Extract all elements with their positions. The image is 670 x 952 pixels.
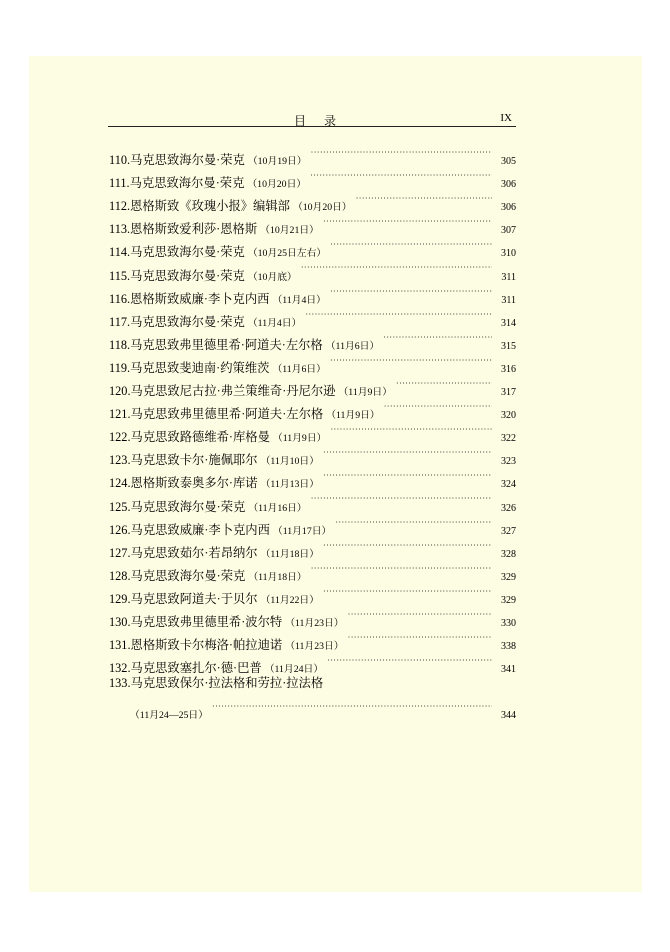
entry-page: 306 — [501, 202, 516, 214]
toc-entry-110[interactable] — [109, 141, 516, 168]
entry-page: 317 — [501, 387, 516, 399]
entry-number: 131. — [109, 638, 131, 653]
entry-number: 132. — [109, 661, 131, 676]
entry-date: （11月9日） — [338, 387, 393, 399]
entry-title: 恩格斯致威廉·李卜克内西 — [130, 291, 270, 306]
dot-leader — [356, 187, 492, 210]
entry-title: 恩格斯致卡尔梅洛·帕拉迪诺 — [130, 638, 283, 653]
entry-page: 328 — [501, 548, 516, 560]
entry-page: 329 — [501, 571, 516, 583]
entry-page: 341 — [501, 664, 516, 676]
entry-number: 115. — [109, 268, 131, 283]
entry-number: 120. — [109, 384, 131, 399]
entry-number: 121. — [109, 407, 131, 422]
dot-leader — [348, 626, 492, 649]
entry-date: （10月20日） — [247, 179, 307, 191]
dot-leader — [323, 534, 492, 557]
entry-number: 123. — [109, 453, 131, 468]
entry-page: 330 — [501, 617, 516, 629]
entry-page: 310 — [501, 248, 516, 260]
dot-leader — [323, 210, 492, 233]
entry-date: （10月25日左右） — [247, 248, 327, 260]
entry-number: 128. — [109, 568, 131, 583]
entry-title: 马克思致海尔曼·荣克 — [130, 153, 245, 168]
dot-leader — [305, 303, 492, 326]
header-rule — [108, 126, 516, 127]
entry-date: （11月23日） — [285, 641, 344, 653]
entry-date: （10月底） — [247, 271, 297, 283]
entry-date: （11月24—25日） — [130, 710, 209, 722]
entry-number: 114. — [109, 245, 131, 260]
entry-number: 124. — [109, 476, 131, 491]
entry-page: 322 — [501, 433, 516, 445]
entry-date: （10月19日） — [247, 156, 307, 168]
entry-title: 马克思致路德维希·库格曼 — [130, 430, 270, 445]
entry-number: 125. — [109, 499, 131, 514]
entry-title: 马克思致阿道夫·于贝尔 — [130, 591, 258, 606]
toc-entry-133[interactable] — [109, 672, 516, 695]
entry-page: 323 — [501, 456, 516, 468]
entry-number: 112. — [109, 199, 131, 214]
entry-page: 311 — [501, 271, 516, 283]
dot-leader — [327, 649, 492, 672]
entry-number: 116. — [109, 291, 131, 306]
entry-page: 338 — [501, 641, 516, 653]
entry-title: 马克思致卡尔·施佩耶尔 — [130, 453, 258, 468]
entry-title: 恩格斯致《玫瑰小报》编辑部 — [130, 199, 290, 214]
entry-page: 320 — [501, 410, 516, 422]
page-number: IX — [500, 112, 512, 124]
entry-date: （11月4日） — [247, 317, 302, 329]
toc-entry-133-continuation[interactable] — [109, 695, 516, 722]
entry-page: 326 — [501, 502, 516, 514]
entry-title: 马克思致威廉·李卜克内西 — [130, 522, 270, 537]
entry-date: （11月18日） — [248, 571, 307, 583]
entry-title: 马克思致弗里德里希·阿道夫·左尔格 — [130, 337, 323, 352]
entry-title: 马克思致保尔·拉法格和劳拉·拉法格 — [130, 676, 324, 691]
entry-page: 305 — [501, 156, 516, 168]
entry-page: 324 — [501, 479, 516, 491]
entry-date: （11月10日） — [260, 456, 320, 468]
dot-leader — [301, 256, 492, 279]
entry-date: （10月21日） — [260, 225, 319, 237]
entry-title: 马克思致弗里德里希·波尔特 — [130, 614, 283, 629]
entry-number: 130. — [109, 614, 131, 629]
entry-title: 马克思致斐迪南·约策维茨 — [130, 360, 270, 375]
dot-leader — [323, 580, 492, 603]
entry-title: 马克思致海尔曼·荣克 — [129, 176, 245, 191]
entry-page: 307 — [501, 225, 516, 237]
entry-page: 344 — [501, 710, 516, 722]
entry-page: 327 — [501, 525, 516, 537]
entry-page: 314 — [501, 317, 516, 329]
dot-leader — [311, 487, 492, 510]
entry-number: 117. — [109, 314, 131, 329]
entry-title: 马克思致海尔曼·荣克 — [130, 568, 246, 583]
entry-title: 恩格斯致泰奥多尔·库诺 — [130, 476, 258, 491]
dot-leader — [330, 349, 492, 372]
entry-date: （11月6日） — [325, 340, 380, 352]
entry-page: 329 — [501, 594, 516, 606]
dot-leader — [330, 233, 492, 256]
entry-date: （11月22日） — [260, 594, 320, 606]
entry-date: （11月6日） — [272, 363, 326, 375]
entry-number: 129. — [109, 591, 131, 606]
dot-leader — [323, 464, 492, 487]
entry-number: 127. — [109, 545, 131, 560]
entry-title: 马克思致海尔曼·荣克 — [130, 245, 245, 260]
entry-title: 马克思致塞扎尔·德·巴普 — [130, 661, 262, 676]
entry-date: （11月16日） — [248, 502, 307, 514]
entry-title: 恩格斯致爱利莎·恩格斯 — [130, 222, 258, 237]
entry-date: （11月17日） — [272, 525, 332, 537]
entry-page: 316 — [501, 363, 516, 375]
dot-leader — [330, 280, 492, 303]
entry-date: （11月13日） — [260, 479, 320, 491]
entry-number: 111. — [109, 176, 130, 191]
entry-number: 122. — [109, 430, 131, 445]
dot-leader — [311, 141, 492, 164]
dot-leader — [384, 395, 492, 418]
dot-leader — [311, 557, 492, 580]
entry-date: （11月23日） — [285, 617, 344, 629]
dot-leader — [330, 418, 492, 441]
entry-title: 马克思致海尔曼·荣克 — [130, 499, 246, 514]
entry-title: 马克思致海尔曼·荣克 — [130, 314, 245, 329]
dot-leader — [335, 511, 492, 534]
page-header-title: 目录 — [294, 114, 355, 128]
dot-leader — [323, 441, 492, 464]
entry-number: 133. — [109, 676, 131, 691]
entry-title: 马克思致海尔曼·荣克 — [130, 268, 245, 283]
entry-date: （11月24日） — [264, 664, 324, 676]
entry-date: （11月9日） — [272, 433, 327, 445]
dot-leader — [310, 164, 492, 187]
dot-leader — [396, 372, 492, 395]
entry-number: 118. — [109, 337, 131, 352]
entry-page: 311 — [501, 294, 516, 306]
entry-title: 马克思致尼古拉·弗兰策维奇·丹尼尔逊 — [130, 384, 336, 399]
entry-date: （11月4日） — [272, 294, 326, 306]
entry-date: （11月18日） — [260, 548, 320, 560]
entry-page: 315 — [501, 340, 516, 352]
entry-date: （10月20日） — [292, 202, 352, 214]
entry-page: 306 — [501, 179, 516, 191]
entry-number: 119. — [109, 360, 131, 375]
entry-date: （11月9日） — [326, 410, 380, 422]
dot-leader — [212, 695, 492, 718]
entry-title: 马克思致弗里德里希·阿道夫·左尔格 — [130, 407, 324, 422]
dot-leader — [383, 326, 492, 349]
entry-number: 113. — [109, 222, 131, 237]
entry-number: 110. — [109, 153, 131, 168]
table-of-contents — [109, 141, 516, 722]
dot-leader — [348, 603, 492, 626]
entry-title: 马克思致茹尔·若昂纳尔 — [130, 545, 258, 560]
entry-number: 126. — [109, 522, 131, 537]
